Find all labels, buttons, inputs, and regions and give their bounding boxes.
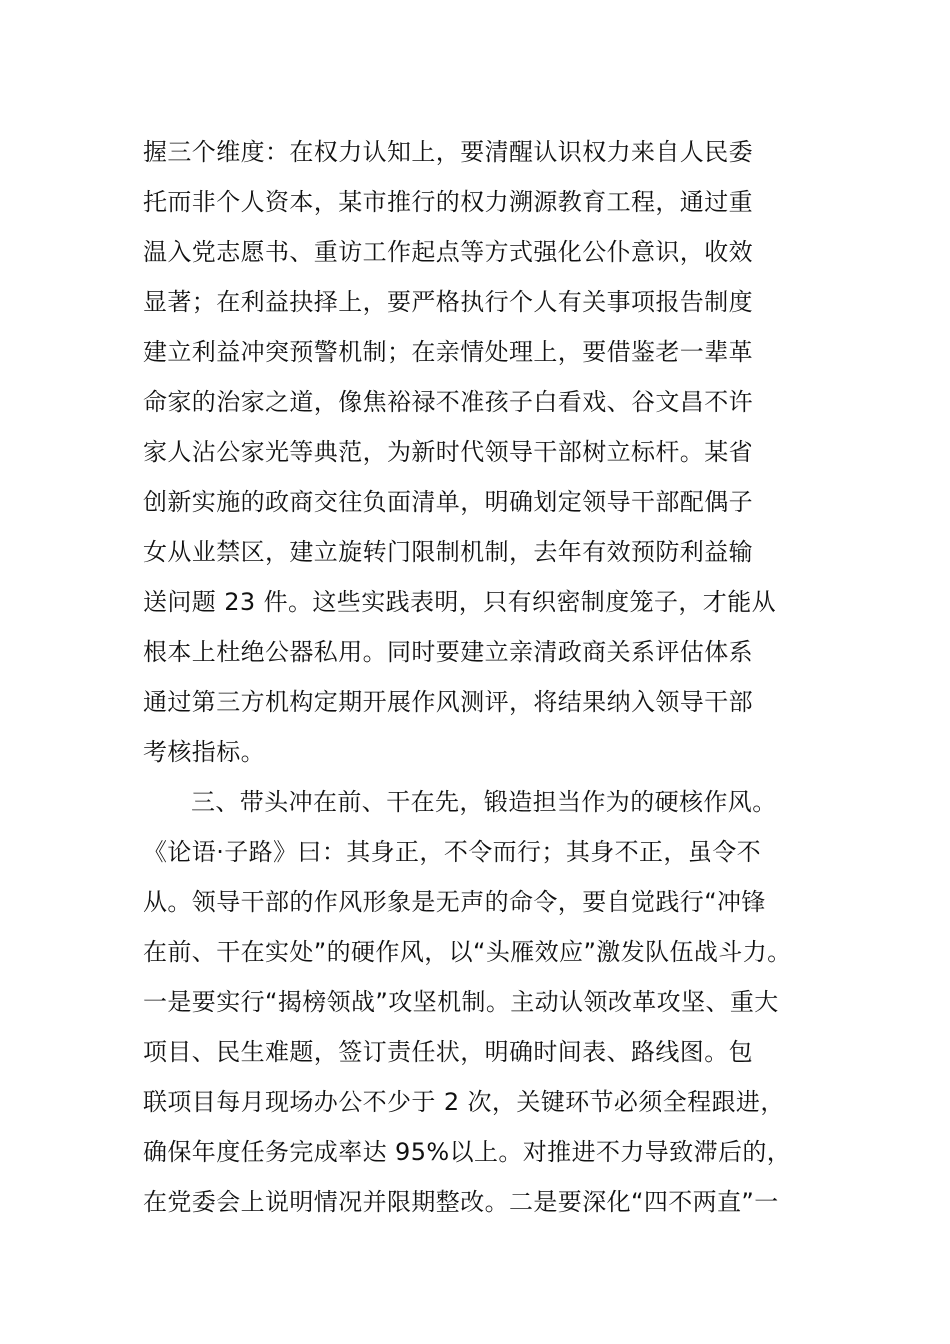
text-line-16: 从。领导干部的作风形象是无声的命令，要自觉践行“冲锋 <box>143 888 766 916</box>
body-text <box>143 127 833 1227</box>
text-line-6: 命家的治家之道，像焦裕禄不准孩子白看戏、谷文昌不许 <box>143 388 753 416</box>
text-line-19: 项目、民生难题，签订责任状，明确时间表、路线图。包 <box>143 1038 753 1066</box>
text-line-1: 握三个维度：在权力认知上，要清醒认识权力来自人民委 <box>143 138 753 166</box>
text-line-13: 考核指标。 <box>143 738 265 766</box>
text-line-11: 根本上杜绝公器私用。同时要建立亲清政商关系评估体系 <box>143 638 753 666</box>
text-line-7: 家人沾公家光等典范，为新时代领导干部树立标杆。某省 <box>143 438 753 466</box>
text-line-20: 联项目每月现场办公不少于 2 次，关键环节必须全程跟进， <box>143 1088 785 1116</box>
text-line-12: 通过第三方机构定期开展作风测评，将结果纳入领导干部 <box>143 688 753 716</box>
text-line-2: 托而非个人资本，某市推行的权力溯源教育工程，通过重 <box>143 188 753 216</box>
text-line-10: 送问题 23 件。这些实践表明，只有织密制度笼子，才能从 <box>143 588 776 616</box>
section-heading-3: 三、带头冲在前、干在先，锻造担当作为的硬核作风。 <box>191 788 777 816</box>
text-line-3: 温入党志愿书、重访工作起点等方式强化公仆意识，收效 <box>143 238 753 266</box>
text-line-21: 确保年度任务完成率达 95%以上。对推进不力导致滞后的， <box>143 1138 792 1166</box>
text-line-15: 《论语·子路》曰：其身正，不令而行；其身不正，虽令不 <box>143 838 762 866</box>
text-line-22: 在党委会上说明情况并限期整改。二是要深化“四不两直”一 <box>143 1188 779 1216</box>
text-line-8: 创新实施的政商交往负面清单，明确划定领导干部配偶子 <box>143 488 753 516</box>
text-line-18: 一是要实行“揭榜领战”攻坚机制。主动认领改革攻坚、重大 <box>143 988 779 1016</box>
text-line-5: 建立利益冲突预警机制；在亲情处理上，要借鉴老一辈革 <box>143 338 753 366</box>
text-line-4: 显著；在利益抉择上，要严格执行个人有关事项报告制度 <box>143 288 753 316</box>
text-line-9: 女从业禁区，建立旋转门限制机制，去年有效预防利益输 <box>143 538 753 566</box>
text-line-17: 在前、干在实处”的硬作风，以“头雁效应”激发队伍战斗力。 <box>143 938 792 966</box>
